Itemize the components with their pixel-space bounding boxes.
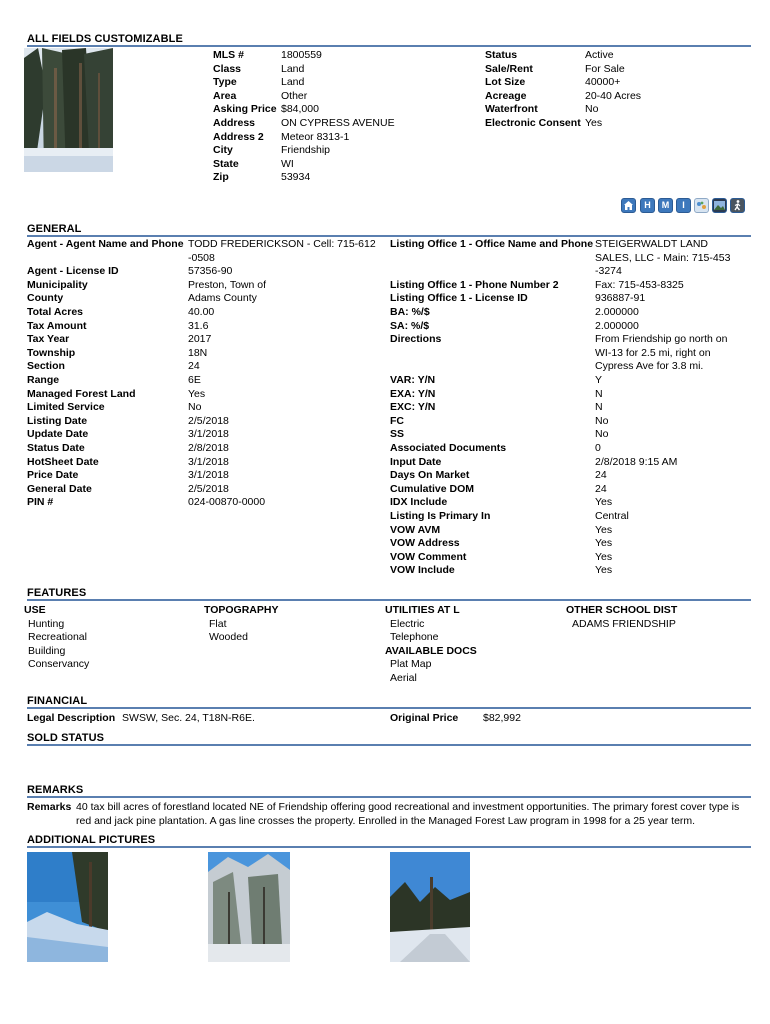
field-label: Township: [27, 346, 76, 359]
field-value: From Friendship go north on WI-13 for 2.5 mi, right on Cypress Ave for 3.8 mi.: [595, 333, 728, 373]
field-label: Tax Amount: [27, 319, 87, 332]
field-value: 3/1/2018: [188, 469, 229, 482]
field-label: Update Date: [27, 428, 89, 441]
feature-group-utilities: [385, 604, 477, 686]
field-value: Preston, Town of: [188, 278, 267, 291]
field-label: Listing Office 1 - Office Name and Phone: [390, 238, 594, 250]
field-label: Electronic Consent: [485, 117, 581, 129]
field-label: General Date: [27, 482, 92, 495]
field-value: ON CYPRESS AVENUE: [281, 117, 395, 129]
additional-photo-1[interactable]: [27, 852, 108, 962]
section-title-financial: FINANCIAL: [27, 695, 88, 707]
field-value: Other: [281, 89, 308, 102]
field-value: No: [595, 414, 609, 427]
field-value: Yes: [188, 387, 206, 400]
feature-item: Building: [28, 644, 66, 657]
field-value: Central: [595, 510, 629, 522]
field-value: 40000+: [585, 76, 621, 89]
field-value: 2017: [188, 333, 212, 346]
field-label: Section: [27, 360, 65, 373]
remarks-label: Remarks: [27, 801, 72, 813]
feature-item: Recreational: [28, 631, 87, 644]
feature-item: Electric: [390, 617, 425, 630]
field-label: Limited Service: [27, 401, 105, 414]
info-icon[interactable]: I: [676, 198, 691, 213]
field-label: Type: [213, 76, 237, 89]
additional-photo-2[interactable]: [208, 852, 290, 962]
field-value: 24: [595, 469, 607, 482]
field-value: Y: [595, 374, 603, 386]
field-value: Yes: [595, 537, 613, 550]
field-value: 1800559: [281, 49, 322, 61]
field-label: IDX Include: [390, 496, 448, 509]
field-label: Status: [485, 49, 518, 61]
field-value: No: [188, 401, 202, 414]
field-label: Agent - License ID: [27, 265, 119, 278]
walk-icon[interactable]: [730, 198, 745, 213]
field-value: STEIGERWALDT LAND SALES, LLC - Main: 715-453 -3274: [595, 238, 731, 278]
field-value: 3/1/2018: [188, 428, 229, 441]
field-value: 24: [595, 482, 607, 495]
field-label: FC: [390, 414, 404, 427]
field-value: Fax: 715-453-8325: [595, 278, 684, 291]
field-label: State: [213, 157, 239, 170]
field-label: Listing Office 1 - Phone Number 2: [390, 278, 559, 291]
section-rule: [27, 45, 751, 47]
field-value: 936887-91: [595, 292, 646, 305]
main-property-photo[interactable]: [24, 48, 113, 172]
field-value: 3/1/2018: [188, 455, 229, 468]
section-title-sold-status: SOLD STATUS: [27, 732, 105, 744]
section-title-all-fields: ALL FIELDS CUSTOMIZABLE: [27, 33, 183, 45]
field-label: Status Date: [27, 442, 85, 454]
section-rule: [27, 744, 751, 746]
field-value: No: [585, 103, 599, 116]
original-price-label: Original Price: [390, 712, 459, 724]
section-title-remarks: REMARKS: [27, 784, 84, 796]
field-label: Cumulative DOM: [390, 482, 475, 495]
field-label: Municipality: [27, 278, 88, 291]
feature-heading: UTILITIES AT L: [385, 604, 460, 616]
field-label: Agent - Agent Name and Phone: [27, 238, 184, 250]
feature-heading: OTHER SCHOOL DIST: [566, 604, 678, 616]
field-label: Waterfront: [485, 103, 538, 116]
field-label: Asking Price: [213, 103, 277, 116]
field-label: Input Date: [390, 455, 442, 468]
field-value: 40.00: [188, 306, 215, 318]
field-label: BA: %/$: [390, 306, 430, 318]
field-label: Lot Size: [485, 76, 526, 89]
feature-item: Flat: [209, 617, 227, 630]
field-label: EXC: Y/N: [390, 401, 436, 414]
field-value: Yes: [595, 564, 613, 577]
remarks-text: 40 tax bill acres of forestland located NE of Friendship offering good recreational and investment opportunities. The primary forest cover type is red and jack pine plantation. A gas line crosses the property. Enrolled in the Managed Forest Law program in 1998 for a 25 year term.: [76, 801, 740, 827]
feature-item: ADAMS FRIENDSHIP: [572, 617, 676, 630]
section-rule: [27, 599, 751, 601]
field-label: Total Acres: [27, 306, 84, 318]
field-value: 18N: [188, 346, 208, 359]
field-label: Address: [213, 117, 256, 129]
section-title-general: GENERAL: [27, 223, 82, 235]
field-value: Land: [281, 76, 305, 89]
field-value: WI: [281, 157, 294, 170]
field-value: Land: [281, 62, 305, 75]
feature-item: Hunting: [28, 617, 65, 630]
field-label: VOW Comment: [390, 550, 467, 563]
field-label: Directions: [390, 333, 442, 346]
field-value: 20-40 Acres: [585, 89, 642, 102]
feature-item: Wooded: [209, 631, 248, 644]
section-title-additional-pictures: ADDITIONAL PICTURES: [27, 834, 156, 846]
photo-icon[interactable]: [712, 198, 727, 213]
field-value: N: [595, 401, 603, 414]
field-label: VOW AVM: [390, 523, 441, 536]
field-value: $84,000: [281, 103, 319, 116]
field-label: Class: [213, 62, 242, 75]
h-icon[interactable]: H: [640, 198, 655, 213]
field-label: HotSheet Date: [27, 455, 99, 468]
feature-item: Telephone: [390, 631, 439, 644]
field-value: Adams County: [188, 292, 257, 305]
field-label: City: [213, 144, 233, 157]
field-value: 6E: [188, 374, 201, 386]
original-price-value: $82,992: [483, 712, 521, 724]
feature-group-use: [24, 604, 89, 672]
field-value: Active: [585, 49, 614, 61]
field-value: 2/8/2018: [188, 442, 229, 454]
field-label: Address 2: [213, 130, 264, 143]
field-value: For Sale: [585, 62, 625, 75]
feature-group-topography: [204, 604, 278, 645]
m-icon[interactable]: M: [658, 198, 673, 213]
legal-description-label: Legal Description: [27, 712, 116, 724]
field-label: Days On Market: [390, 469, 470, 482]
field-value: 53934: [281, 171, 311, 184]
field-label: Price Date: [27, 469, 79, 482]
field-value: 0: [595, 442, 601, 454]
field-value: 24: [188, 360, 200, 373]
field-label: Sale/Rent: [485, 62, 533, 75]
section-rule: [27, 796, 751, 798]
field-label: Acreage: [485, 89, 527, 102]
feature-heading: USE: [24, 604, 46, 616]
section-rule: [27, 235, 751, 237]
field-value: 57356-90: [188, 265, 233, 278]
field-value: 2/5/2018: [188, 482, 229, 495]
field-value: 024-00870-0000: [188, 496, 266, 509]
field-label: Tax Year: [27, 333, 70, 346]
field-label: SS: [390, 428, 405, 441]
section-rule: [27, 707, 751, 709]
field-label: County: [27, 292, 64, 305]
field-value: 2.000000: [595, 319, 639, 332]
feature-heading: AVAILABLE DOCS: [385, 644, 477, 657]
section-rule: [27, 846, 751, 848]
field-value: 31.6: [188, 319, 209, 332]
field-value: No: [595, 428, 609, 441]
field-value: Friendship: [281, 144, 331, 157]
field-label: Listing Is Primary In: [390, 510, 491, 522]
field-value: Yes: [595, 496, 613, 509]
map-icon[interactable]: [694, 198, 709, 213]
field-label: SA: %/$: [390, 319, 430, 332]
field-label: MLS #: [213, 49, 244, 61]
field-label: Area: [213, 89, 237, 102]
field-value: 2.000000: [595, 306, 639, 318]
field-label: EXA: Y/N: [390, 387, 436, 400]
field-value: Yes: [595, 550, 613, 563]
field-value: Yes: [585, 117, 603, 129]
field-label: Managed Forest Land: [27, 387, 136, 400]
field-value: Meteor 8313-1: [281, 130, 350, 143]
field-label: Range: [27, 374, 60, 386]
feature-group-school: [566, 604, 677, 631]
field-value: 2/5/2018: [188, 414, 229, 427]
additional-photo-3[interactable]: [390, 852, 470, 962]
field-value: N: [595, 387, 603, 400]
section-title-features: FEATURES: [27, 587, 87, 599]
legal-description-value: SWSW, Sec. 24, T18N-R6E.: [122, 712, 255, 724]
field-label: Listing Date: [27, 414, 88, 427]
feature-item: Aerial: [390, 671, 417, 684]
field-value: 2/8/2018 9:15 AM: [595, 455, 678, 468]
field-label: Listing Office 1 - License ID: [390, 292, 528, 305]
field-label: PIN #: [27, 496, 54, 509]
field-value: TODD FREDERICKSON - Cell: 715-612 -0508: [188, 238, 376, 264]
field-label: VOW Address: [390, 537, 460, 550]
feature-item: Plat Map: [390, 658, 432, 671]
field-label: VOW Include: [390, 564, 455, 577]
feature-heading: TOPOGRAPHY: [204, 604, 279, 616]
legal-description-row: [27, 712, 255, 726]
field-label: Associated Documents: [390, 442, 507, 454]
feature-item: Conservancy: [28, 658, 90, 671]
field-value: Yes: [595, 523, 613, 536]
field-label: VAR: Y/N: [390, 374, 436, 386]
field-label: Zip: [213, 171, 229, 184]
home-icon[interactable]: [621, 198, 636, 213]
